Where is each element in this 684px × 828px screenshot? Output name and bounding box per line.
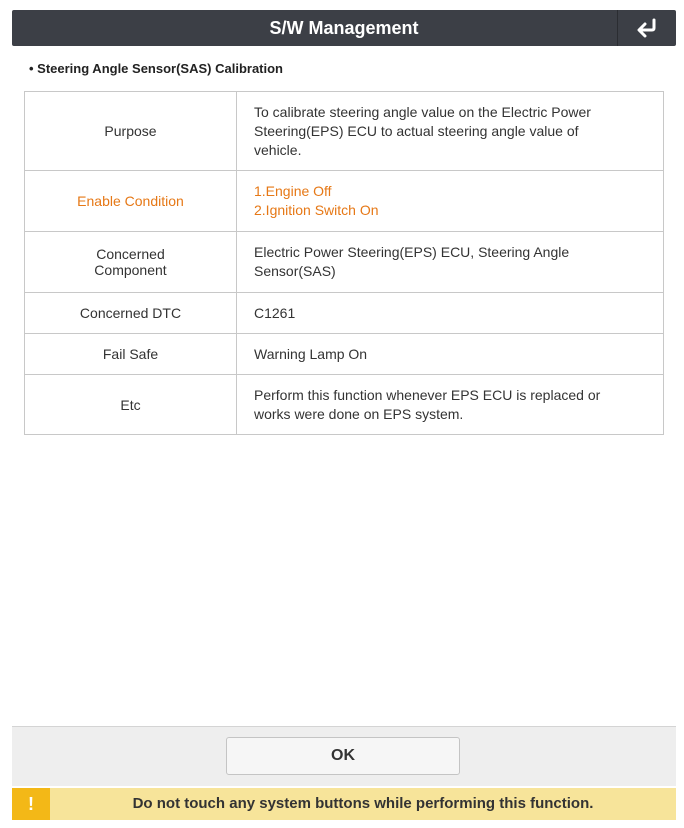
row-label-concerned-dtc: Concerned DTC [25, 293, 237, 334]
info-table [24, 91, 664, 435]
row-label-etc: Etc [25, 375, 237, 435]
warning-bar [12, 788, 676, 820]
bottom-bar [12, 726, 676, 786]
table-row [25, 171, 664, 232]
row-label-concerned-component [25, 232, 237, 293]
label-line: Concerned [96, 246, 165, 262]
value-line: 1.Engine Off [254, 183, 332, 199]
value-line: 2.Ignition Switch On [254, 202, 379, 218]
row-value-concerned-dtc [237, 293, 664, 334]
row-value-purpose [237, 92, 664, 171]
value-line: Perform this function whenever EPS ECU is replaced or [254, 386, 601, 403]
row-value-etc [237, 375, 664, 435]
value-line: Electric Power Steering(EPS) ECU, Steering Angle [254, 244, 570, 260]
value-line: works were done on EPS system. [254, 405, 464, 422]
header-bar [12, 10, 676, 46]
row-label-enable-condition: Enable Condition [25, 171, 237, 232]
row-value-fail-safe [237, 334, 664, 375]
row-label-fail-safe: Fail Safe [25, 334, 237, 375]
ok-button[interactable]: OK [226, 737, 460, 775]
value-line: Steering(EPS) ECU to actual steering angle value of [254, 122, 579, 139]
warning-text: Do not touch any system buttons while performing this function. [132, 795, 594, 812]
table-row [25, 232, 664, 293]
row-label-purpose: Purpose [25, 92, 237, 171]
warning-icon: ! [12, 788, 50, 820]
row-value-concerned-component [237, 232, 664, 293]
value-line: Sensor(SAS) [254, 263, 336, 279]
section-title: • Steering Angle Sensor(SAS) Calibration [29, 61, 283, 76]
value-line: vehicle. [254, 141, 302, 158]
value-line: Warning Lamp On [254, 345, 368, 362]
table-row [25, 334, 664, 375]
table-row [25, 92, 664, 171]
value-line: To calibrate steering angle value on the Electric Power [254, 103, 591, 120]
return-arrow-icon [635, 18, 659, 38]
row-value-enable-condition [237, 171, 664, 232]
back-button[interactable] [617, 10, 676, 46]
label-line: Component [94, 262, 167, 278]
value-line: C1261 [254, 304, 296, 321]
table-row [25, 293, 664, 334]
table-row [25, 375, 664, 435]
page-title: S/W Management [269, 18, 419, 38]
